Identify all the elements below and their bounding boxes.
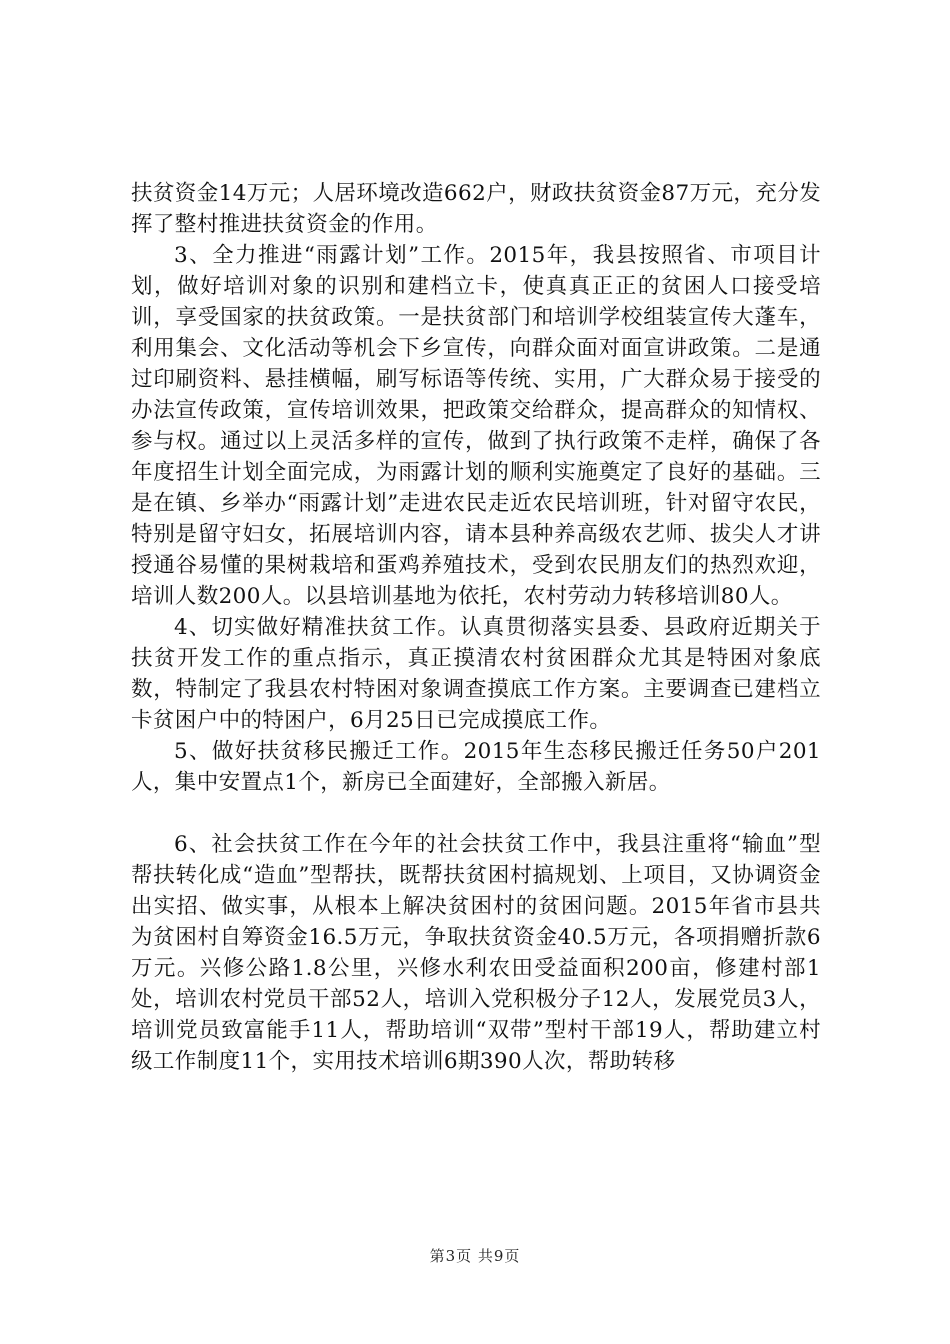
- page-footer: 第3页 共9页: [429, 1247, 521, 1265]
- paragraph-rain-dew-plan: 3、全力推进“雨露计划”工作。2015年，我县按照省、市项目计划，做好培训对象的识别和建档立卡，使真真正正的贫困人口接受培训，享受国家的扶贫政策。一是扶贫部门和培训学校组装宣传大蓬车，利用集会、文化活动等机会下乡宣传，向群众面对面宣讲政策。二是通过印刷资料、悬挂横幅，刷写标语等传统、实用，广大群众易于接受的办法宣传政策，宣传培训效果，把政策交给群众，提高群众的知情权、参与权。通过以上灵活多样的宣传，做到了执行政策不走样，确保了各年度招生计划全面完成，为雨露计划的顺利实施奠定了良好的基础。三是在镇、乡举办“雨露计划”走进农民走近农民培训班，针对留守农民，特别是留守妇女，拓展培训内容，请本县种养高级农艺师、拔尖人才讲授通谷易懂的果树栽培和蛋鸡养殖技术，受到农民朋友们的热烈欢迎，培训人数200人。以县培训基地为依托，农村劳动力转移培训80人。: [131, 243, 821, 609]
- paragraph-continued: 扶贫资金14万元；人居环境改造662户，财政扶贫资金87万元，充分发挥了整村推进扶贫资金的作用。: [131, 181, 821, 237]
- paragraph-spacer: [131, 798, 821, 829]
- paragraph-social-poverty-alleviation: 6、社会扶贫工作在今年的社会扶贫工作中，我县注重将“输血”型帮扶转化成“造血”型帮扶，既帮扶贫困村搞规划、上项目，又协调资金出实招、做实事，从根本上解决贫困村的贫困问题。2015年省市县共为贫困村自筹资金16.5万元，争取扶贫资金40.5万元，各项捐赠折款6万元。兴修公路1.8公里，兴修水利农田受益面积200亩，修建村部1处，培训农村党员干部52人，培训入党积极分子12人，发展党员3人，培训党员致富能手11人，帮助培训“双带”型村干部19人，帮助建立村级工作制度11个，实用技术培训6期390人次，帮助转移: [131, 832, 821, 1074]
- paragraph-relocation: 5、做好扶贫移民搬迁工作。2015年生态移民搬迁任务50户201人，集中安置点1个，新房已全面建好，全部搬入新居。: [131, 739, 821, 795]
- document-body: [131, 178, 821, 1077]
- paragraph-precise-poverty-alleviation: 4、切实做好精准扶贫工作。认真贯彻落实县委、县政府近期关于扶贫开发工作的重点指示，真正摸清农村贫困群众尤其是特困对象底数，特制定了我县农村特困对象调查摸底工作方案。主要调查已建档立卡贫困户中的特困户，6月25日已完成摸底工作。: [131, 615, 821, 733]
